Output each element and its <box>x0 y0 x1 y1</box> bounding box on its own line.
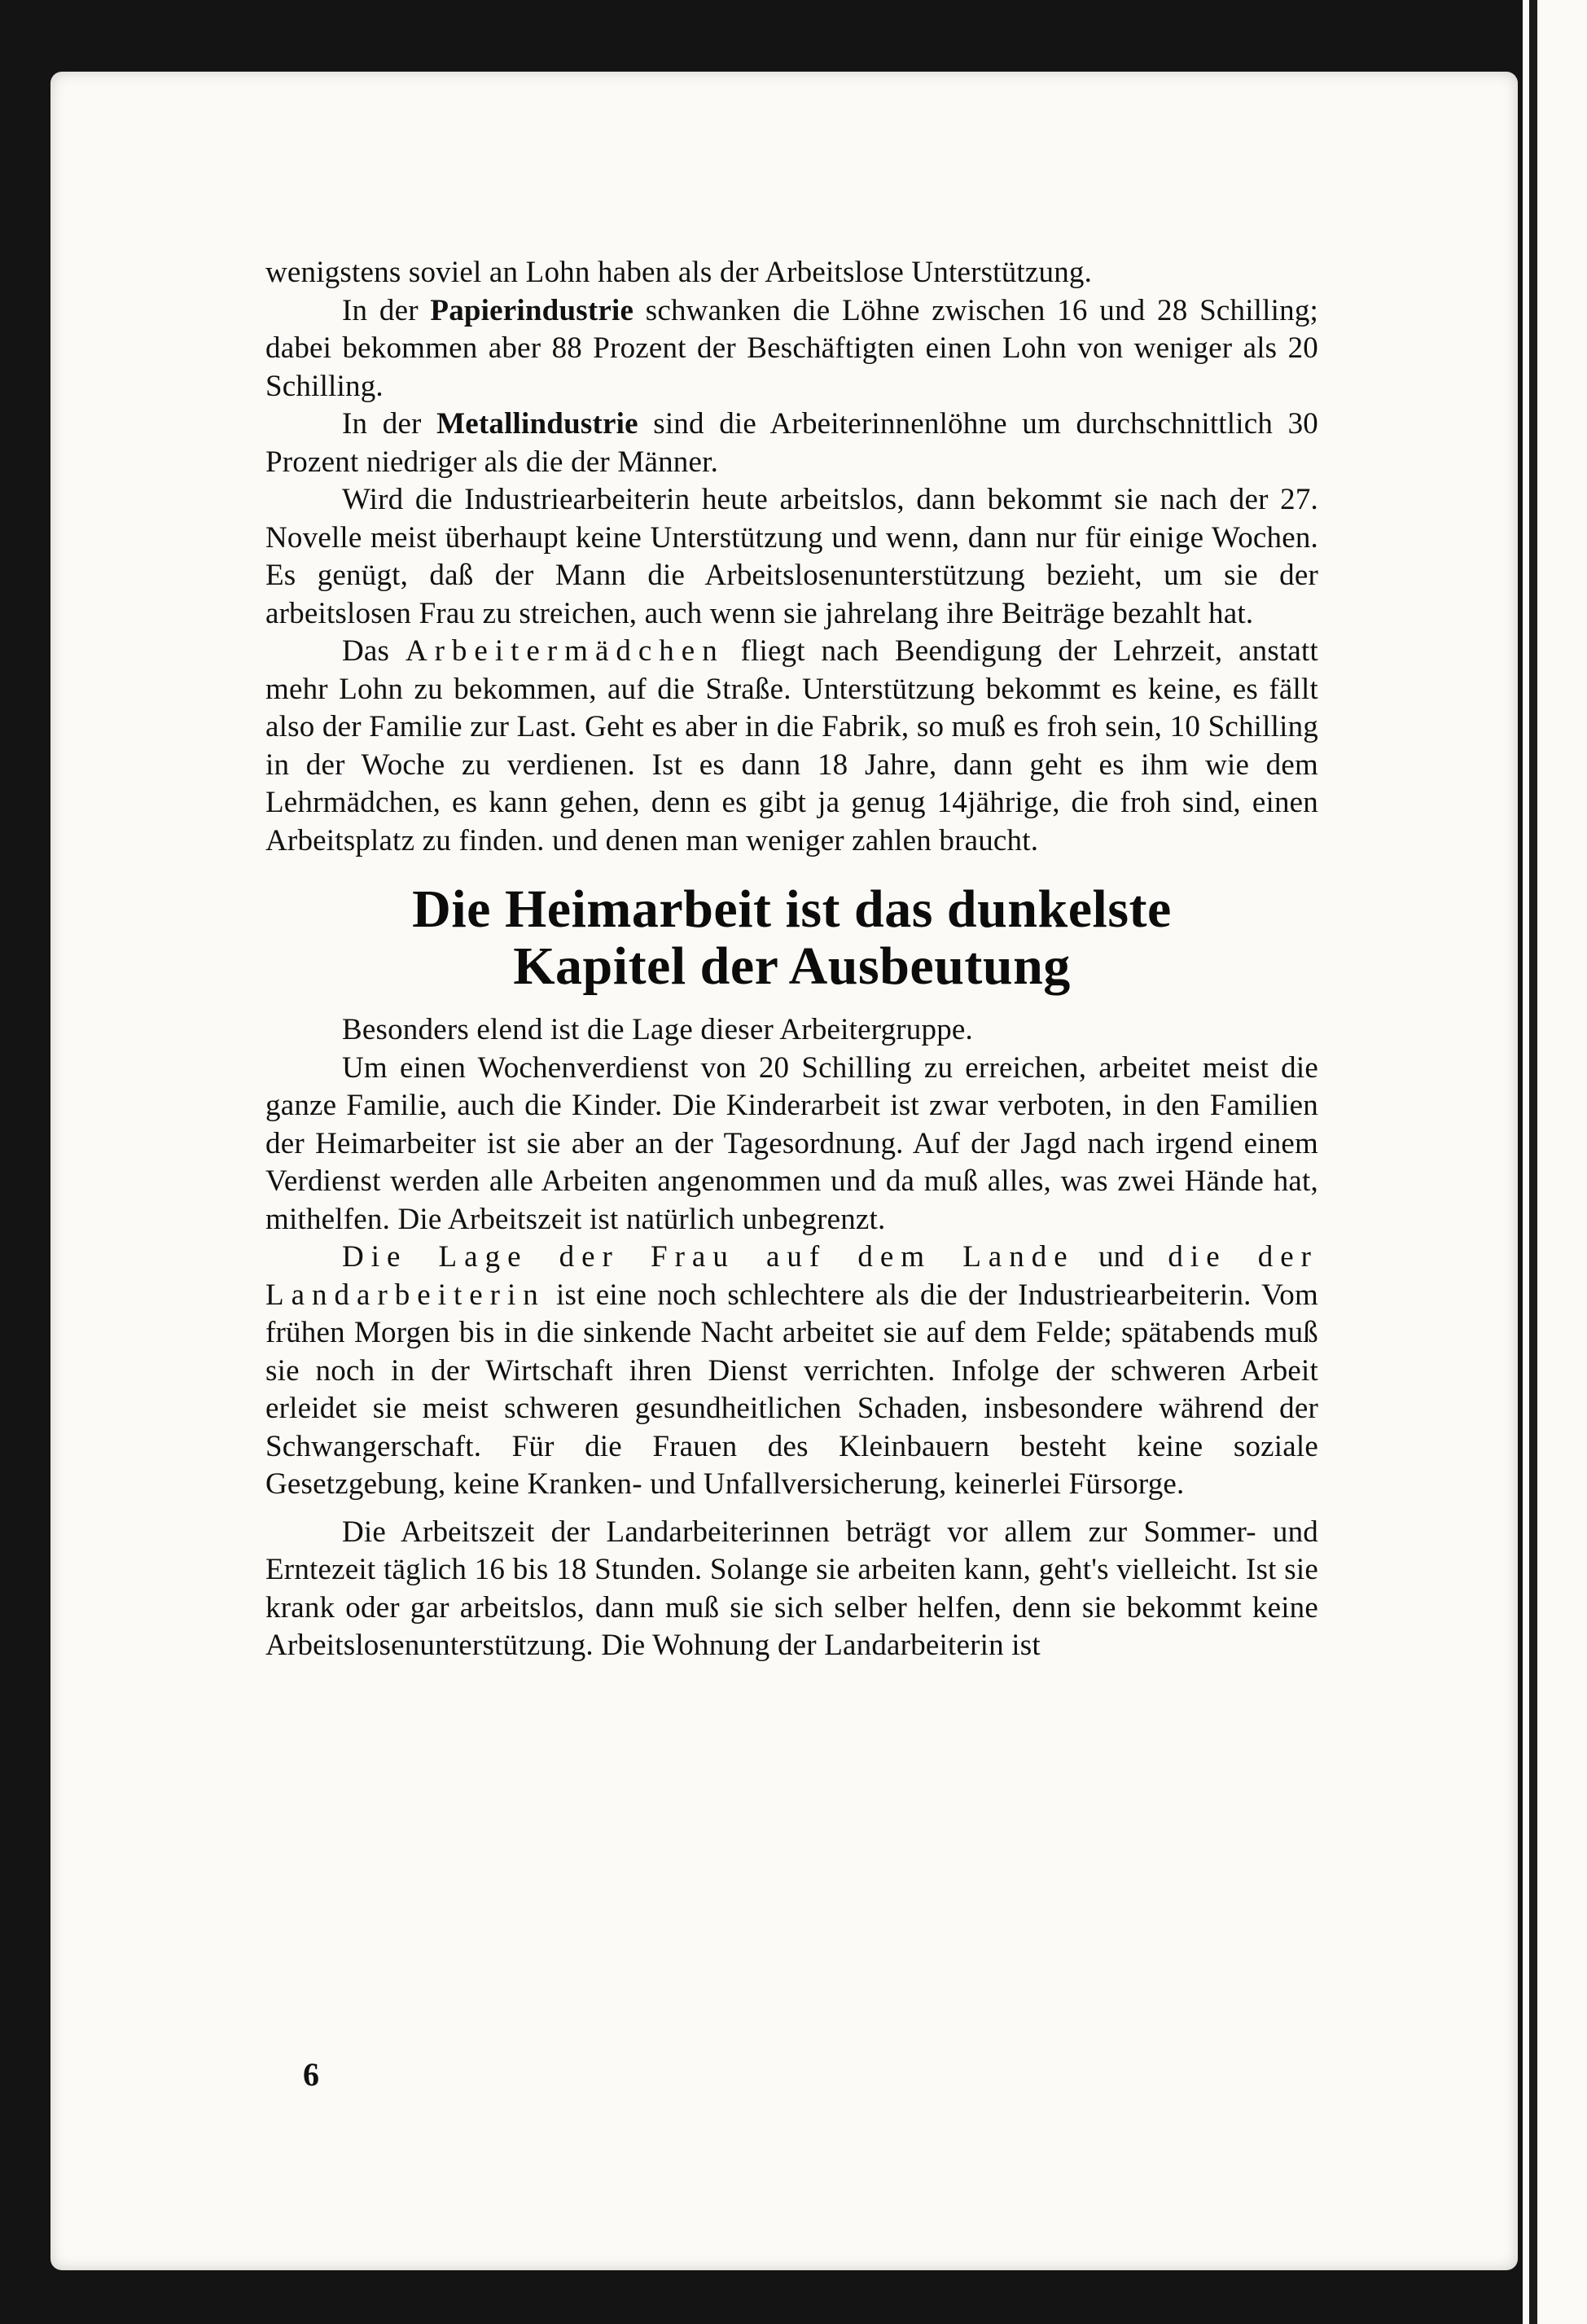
page-body <box>265 254 1318 1665</box>
paragraph <box>265 406 1318 481</box>
section-heading-line-2: Kapitel der Ausbeutung <box>513 936 1071 996</box>
text-run: Die Arbeitszeit der Landarbeiterinnen beträgt vor allem zur Sommer- und Erntezeit täglich 16 bis 18 Stunden. Solange sie arbeiten kann, geht's vielleicht. Ist sie krank oder gar arbeitslos, dann muß sie sich selber helfen, denn sie bekommt keine Arbeitslosenunterstützung. Die Wohnung der Landarbeiterin ist <box>265 1515 1318 1662</box>
paragraph <box>265 292 1318 406</box>
text-run: fliegt nach Beendigung der Lehrzeit, anstatt mehr Lohn zu bekommen, auf die Straße. Unterstützung bekommt es keine, es fällt also der Familie zur Last. Geht es aber in die Fabrik, so muß es froh sein, 10 Schilling in der Woche zu verdienen. Ist es dann 18 Jahre, dann geht es ihm wie dem Lehrmädchen, es kann gehen, denn es gibt ja genug 14jährige, die froh sind, einen Arbeitsplatz zu finden. und denen man weniger zahlen braucht. <box>265 634 1319 857</box>
paragraph <box>265 254 1318 292</box>
text-run: und <box>1074 1240 1168 1274</box>
text-run: Um einen Wochenverdienst von 20 Schilling zu erreichen, arbeitet meist die ganze Familie, auch die Kinder. Die Kinderarbeit ist zwar verboten, in den Familien der Heimarbeiter ist sie aber an der Tagesordnung. Auf der Jagd nach irgend einem Verdienst werden alle Arbeiten angenommen und da muß alles, was zwei Hände hat, mithelfen. Die Arbeitszeit ist natürlich unbegrenzt. <box>265 1050 1318 1236</box>
paragraph <box>265 1011 1318 1050</box>
text-run: sind die Arbeiterinnenlöhne um durchschnittlich 30 Prozent niedriger als die der Männer. <box>265 407 1318 479</box>
text-run: ist eine noch schlechtere als die der Industriearbeiterin. Vom frühen Morgen bis in die sinkende Nacht arbeitet sie auf dem Felde; spätabends muß sie noch in der Wirtschaft ihren Dienst verrichten. Infolge der schweren Arbeit erleidet sie meist schweren gesundheitlichen Schaden, insbesondere während der Schwangerschaft. Für die Frauen des Kleinbauern besteht keine soziale Gesetzgebung, keine Kranken- und Unfallversicherung, keinerlei Fürsorge. <box>265 1278 1318 1501</box>
paragraph <box>265 1050 1318 1239</box>
text-run: Das <box>342 634 406 668</box>
section-heading-line-1: Die Heimarbeit ist das dunkelste <box>412 879 1172 939</box>
bold-term: Papierindustrie <box>430 293 634 327</box>
spaced-emphasis: Die Lage der Frau auf dem Lande <box>342 1240 1075 1274</box>
paragraph <box>265 481 1318 633</box>
paragraph <box>265 1514 1318 1665</box>
paragraph <box>265 633 1318 860</box>
text-run: schwanken die Löhne zwischen 16 und 28 Schilling; dabei bekommen aber 88 Prozent der Beschäftigten einen Lohn von weniger als 20 Schilling. <box>265 293 1318 403</box>
spaced-emphasis: Arbeitermädchen <box>405 634 725 668</box>
spaced-emphasis: die der Landarbeiterin <box>265 1240 1319 1312</box>
text-run: wenigstens soviel an Lohn haben als der Arbeitslose Unterstützung. <box>265 256 1093 289</box>
body-section-top <box>265 254 1318 860</box>
text-run: Besonders elend ist die Lage dieser Arbeitergruppe. <box>342 1013 973 1046</box>
paragraph <box>265 1239 1318 1504</box>
text-run: In der <box>342 293 431 327</box>
adjacent-page-edge <box>1523 0 1587 2324</box>
bold-term: Metallindustrie <box>436 407 638 441</box>
text-run: Wird die Industriearbeiterin heute arbeitslos, dann bekommt sie nach der 27. Novelle meist überhaupt keine Unterstützung und wenn, dann nur für einige Wochen. Es genügt, daß der Mann die Arbeitslosenunterstützung bezieht, um sie der arbeitslosen Frau zu streichen, auch wenn sie jahrelang ihre Beiträge bezahlt hat. <box>265 483 1318 630</box>
body-section-bottom <box>265 1011 1318 1665</box>
section-heading <box>265 881 1318 995</box>
text-run: In der <box>342 407 437 441</box>
page-number: 6 <box>303 2056 319 2093</box>
